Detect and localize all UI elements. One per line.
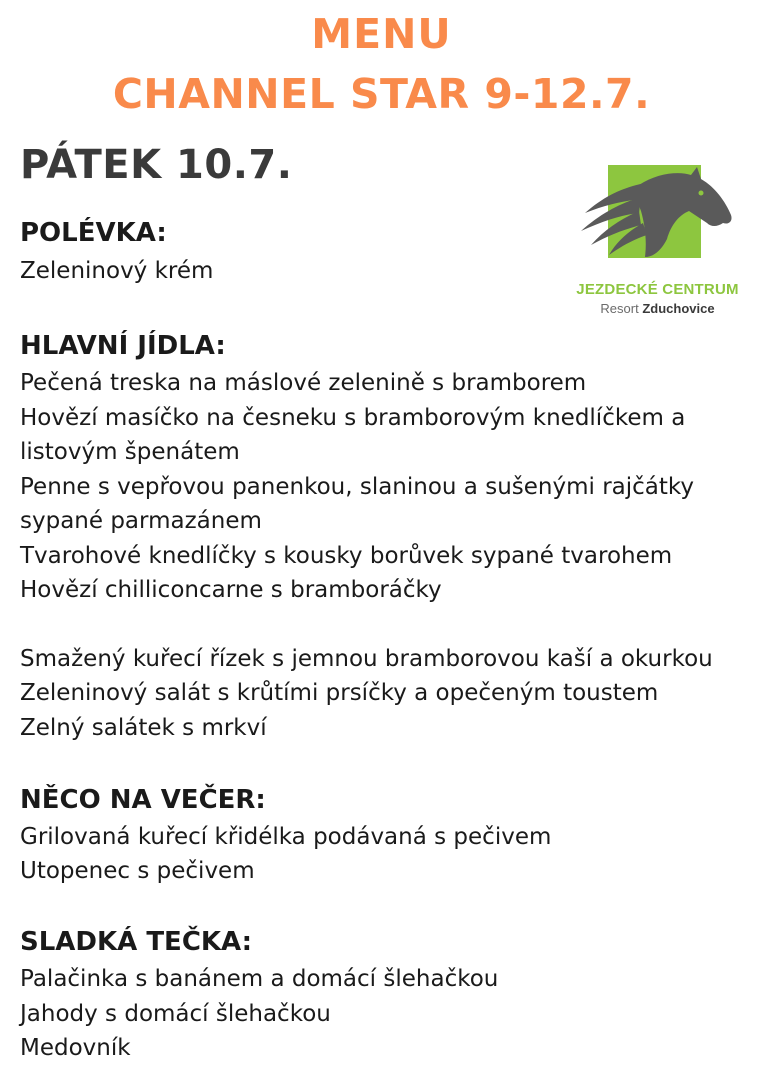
section-heading-soup: POLÉVKA:: [20, 218, 167, 248]
menu-item: Hovězí chilliconcarne s bramboráčky: [20, 577, 442, 603]
section-heading-mains: HLAVNÍ JÍDLA:: [20, 331, 226, 361]
menu-item: Palačinka s banánem a domácí šlehačkou: [20, 966, 499, 992]
section-heading-evening: NĚCO NA VEČER:: [20, 785, 266, 815]
menu-item: Zeleninový salát s krůtími prsíčky a opečeným toustem: [20, 680, 659, 706]
menu-item: Utopenec s pečivem: [20, 858, 255, 884]
event-title: CHANNEL STAR 9-12.7.: [112, 70, 651, 118]
menu-item: Hovězí masíčko na česneku s bramborovým knedlíčkem a: [20, 405, 686, 431]
horse-head-icon: [575, 165, 735, 270]
menu-item: Pečená treska na máslové zelenině s bramborem: [20, 370, 587, 396]
day-heading: PÁTEK 10.7.: [20, 142, 293, 188]
menu-item: Tvarohové knedlíčky s kousky borůvek sypané tvarohem: [20, 543, 673, 569]
menu-item: Smažený kuřecí řízek s jemnou bramborovou kaší a okurkou: [20, 646, 713, 672]
jezdecke-centrum-logo: [575, 165, 740, 325]
section-heading-dessert: SLADKÁ TEČKA:: [20, 927, 253, 957]
menu-item: Grilovaná kuřecí křidélka podávaná s pečivem: [20, 824, 552, 850]
menu-title: MENU: [311, 10, 452, 58]
menu-item: Jahody s domácí šlehačkou: [20, 1001, 331, 1027]
menu-item: Zeleninový krém: [20, 258, 214, 284]
menu-item: listovým špenátem: [20, 439, 240, 465]
menu-item: sypané parmazánem: [20, 508, 262, 534]
menu-item: Zelný salátek s mrkví: [20, 715, 267, 741]
logo-subtitle: Resort Zduchovice: [600, 301, 715, 316]
menu-item: Medovník: [20, 1035, 131, 1061]
logo-name: JEZDECKÉ CENTRUM: [576, 281, 739, 298]
menu-item: Penne s vepřovou panenkou, slaninou a sušenými rajčátky: [20, 474, 695, 500]
